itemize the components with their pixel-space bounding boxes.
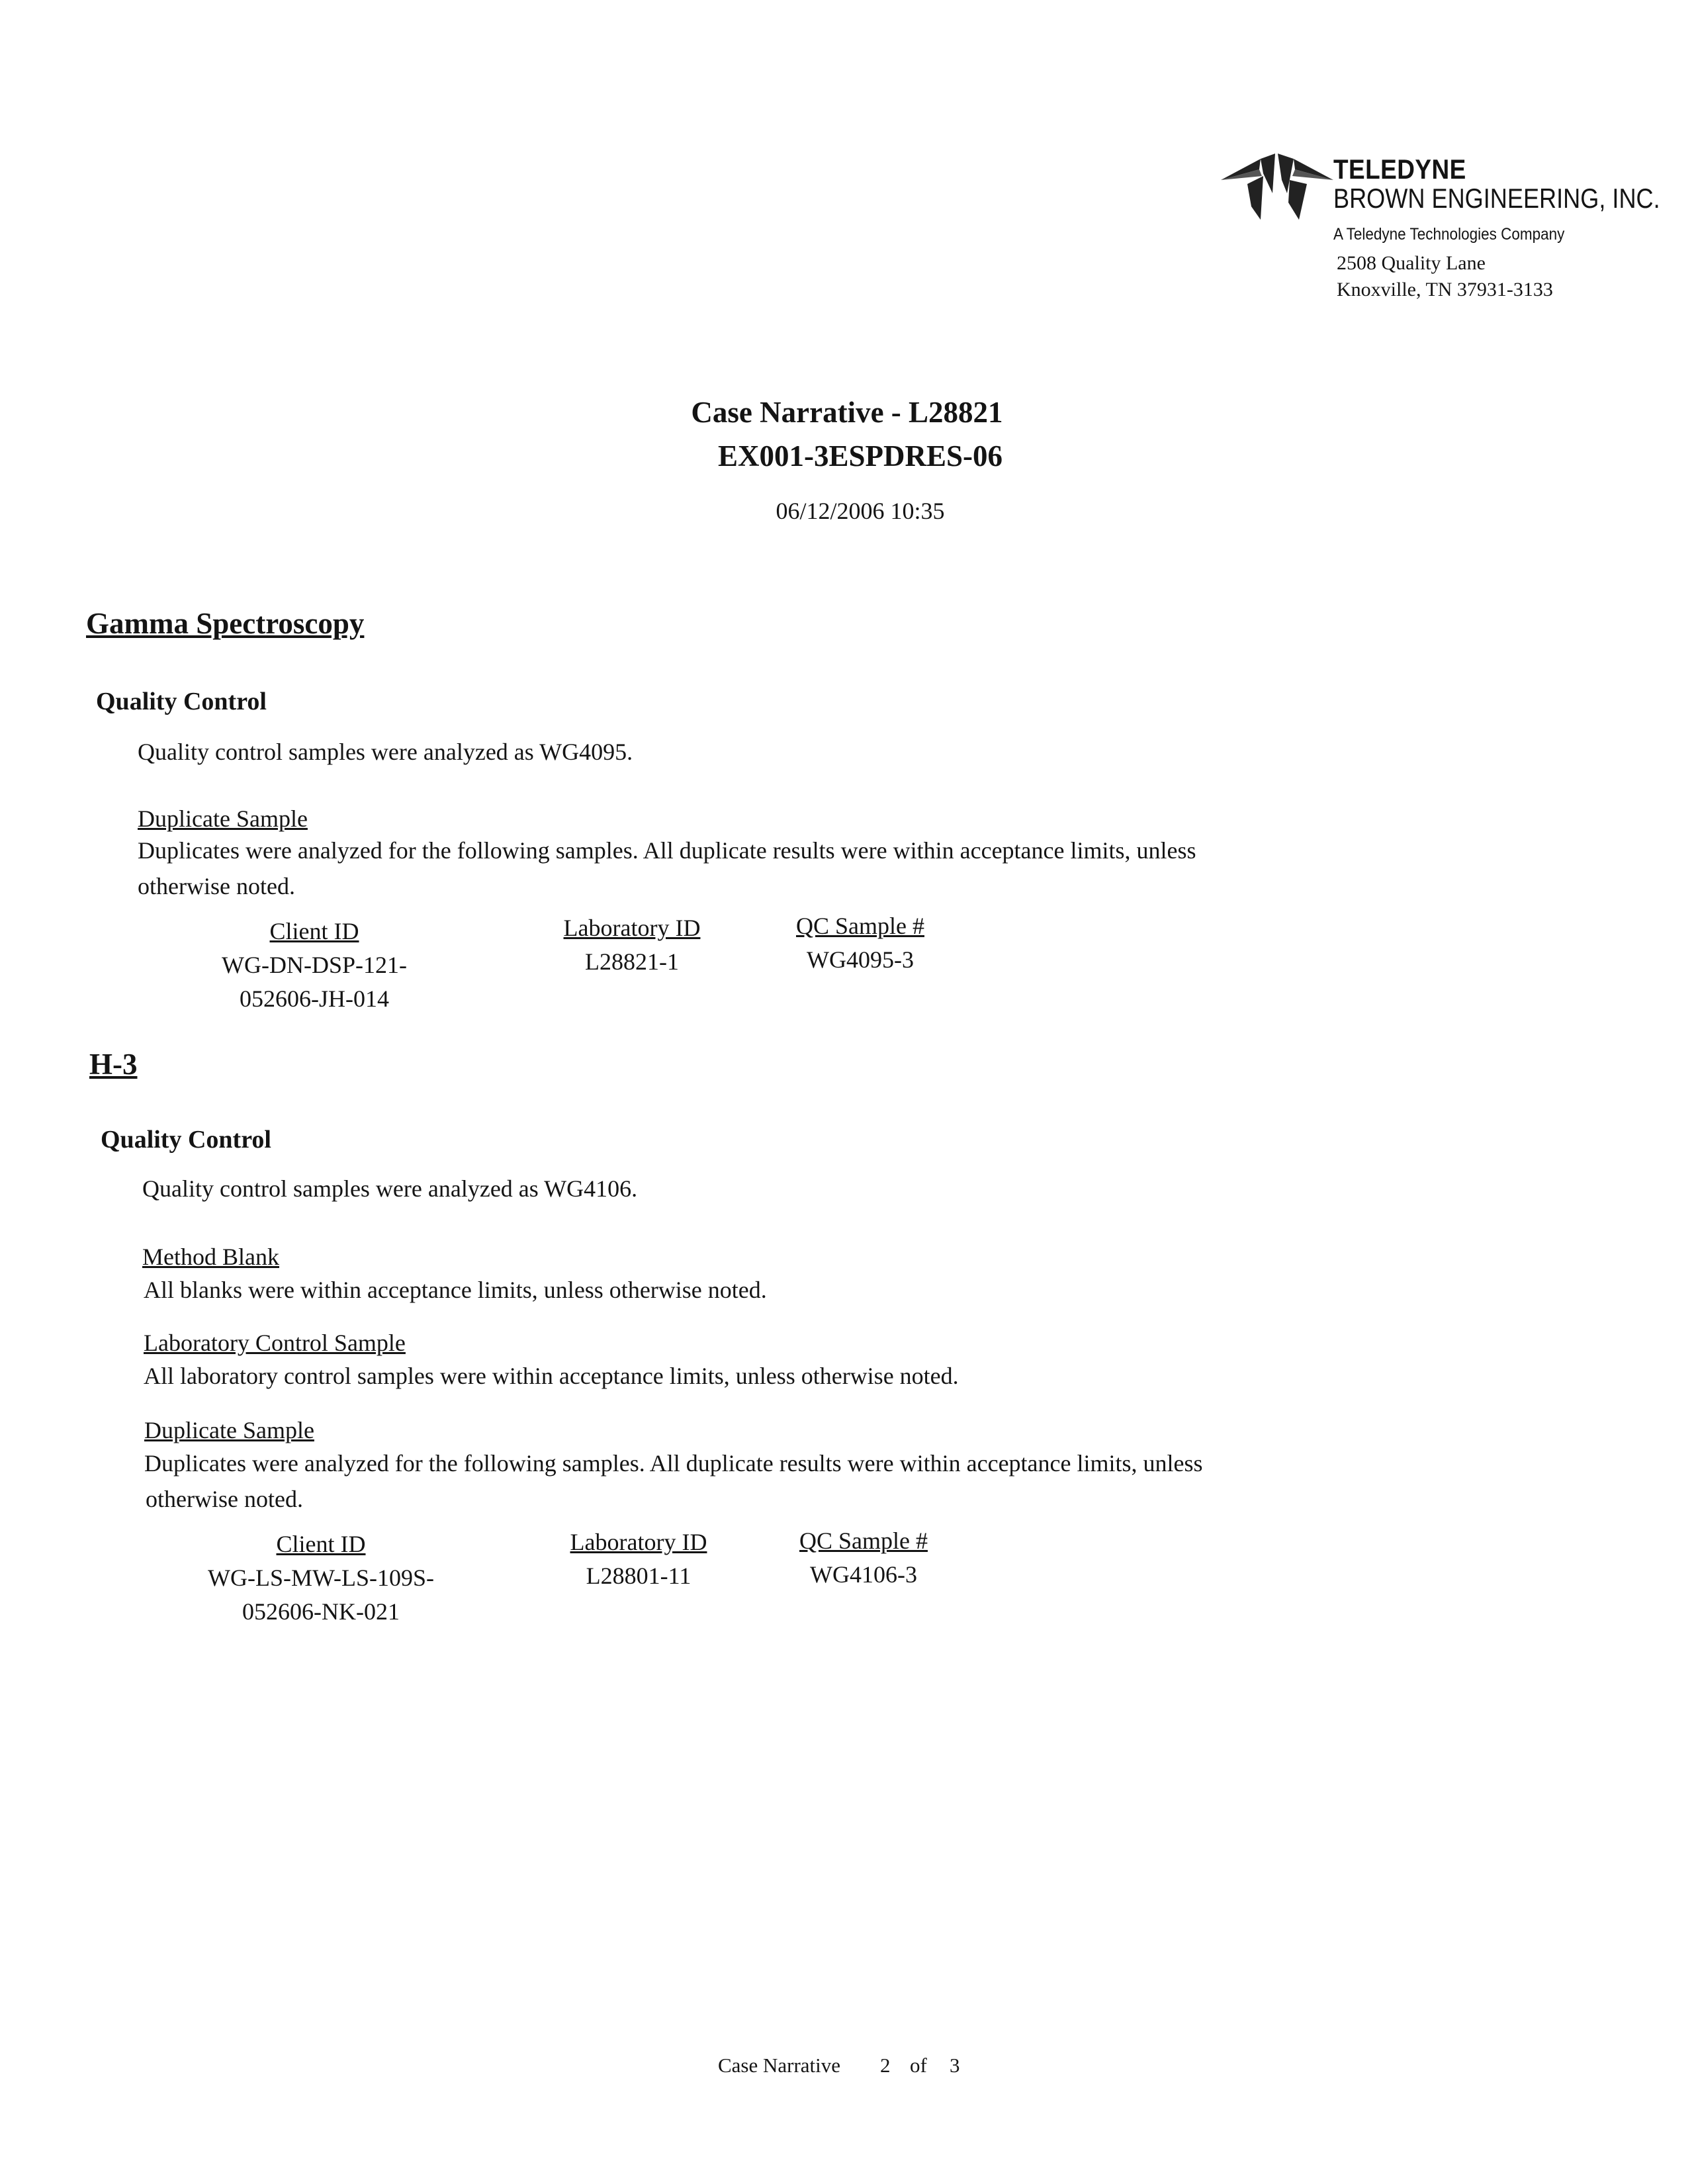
footer-of: of	[910, 2054, 927, 2077]
gamma-dup-text-line2: otherwise noted.	[138, 873, 295, 899]
gamma-qc-heading: Quality Control	[96, 688, 267, 715]
footer-label: Case Narrative	[718, 2054, 841, 2077]
h3-qc-heading: Quality Control	[101, 1126, 271, 1154]
h3-blank-heading: Method Blank	[142, 1244, 279, 1270]
footer-page-total: 3	[950, 2054, 960, 2077]
h3-dup-text-line1: Duplicates were analyzed for the following samples. All duplicate results were within acceptance limits, unless	[144, 1450, 1203, 1477]
table-header: Client ID	[269, 918, 359, 944]
table-header: QC Sample #	[799, 1527, 928, 1554]
gamma-dup-heading: Duplicate Sample	[138, 805, 308, 832]
section-title-h3: H-3	[89, 1048, 138, 1081]
company-subsidiary: A Teledyne Technologies Company	[1333, 225, 1565, 244]
report-datetime: 06/12/2006 10:35	[776, 498, 945, 524]
company-name-line2: BROWN ENGINEERING, INC.	[1333, 183, 1660, 214]
h3-lcs-heading: Laboratory Control Sample	[144, 1330, 406, 1356]
table-header: Laboratory ID	[563, 915, 701, 941]
gamma-col-lab-id	[533, 911, 731, 979]
gamma-qc-text: Quality control samples were analyzed as WG4095.	[138, 739, 633, 765]
table-header: Laboratory ID	[570, 1529, 707, 1555]
h3-lcs-text: All laboratory control samples were within acceptance limits, unless otherwise noted.	[144, 1363, 959, 1389]
gamma-col-qc-sample	[761, 909, 959, 977]
table-cell: WG-DN-DSP-121-	[222, 952, 407, 978]
page-subtitle: EX001-3ESPDRES-06	[717, 439, 1003, 473]
footer-page-number: 2	[880, 2054, 891, 2077]
h3-dup-text-line2: otherwise noted.	[146, 1486, 303, 1512]
h3-col-lab-id	[539, 1525, 738, 1593]
table-cell: 052606-NK-021	[242, 1598, 400, 1625]
table-cell: 052606-JH-014	[240, 985, 389, 1012]
table-cell: WG4095-3	[807, 946, 914, 973]
table-cell: L28801-11	[586, 1563, 691, 1589]
h3-blank-text: All blanks were within acceptance limits, unless otherwise noted.	[144, 1277, 767, 1303]
h3-col-qc-sample	[764, 1524, 963, 1592]
table-cell: WG4106-3	[810, 1561, 917, 1588]
table-cell: WG-LS-MW-LS-109S-	[208, 1565, 434, 1591]
h3-dup-heading: Duplicate Sample	[144, 1417, 314, 1443]
section-title-gamma: Gamma Spectroscopy	[86, 607, 365, 640]
teledyne-logo-icon	[1221, 154, 1333, 220]
gamma-col-client-id	[182, 915, 447, 1016]
address-line2: Knoxville, TN 37931-3133	[1337, 279, 1553, 300]
page-title: Case Narrative - L28821	[691, 396, 1003, 429]
h3-col-client-id	[179, 1527, 463, 1629]
gamma-dup-text-line1: Duplicates were analyzed for the following samples. All duplicate results were within acceptance limits, unless	[138, 837, 1196, 864]
address-line1: 2508 Quality Lane	[1337, 252, 1486, 274]
h3-qc-text: Quality control samples were analyzed as WG4106.	[142, 1175, 638, 1202]
table-header: Client ID	[276, 1531, 366, 1557]
table-header: QC Sample #	[796, 913, 924, 939]
table-cell: L28821-1	[585, 948, 679, 975]
company-name-line1: TELEDYNE	[1333, 154, 1466, 185]
